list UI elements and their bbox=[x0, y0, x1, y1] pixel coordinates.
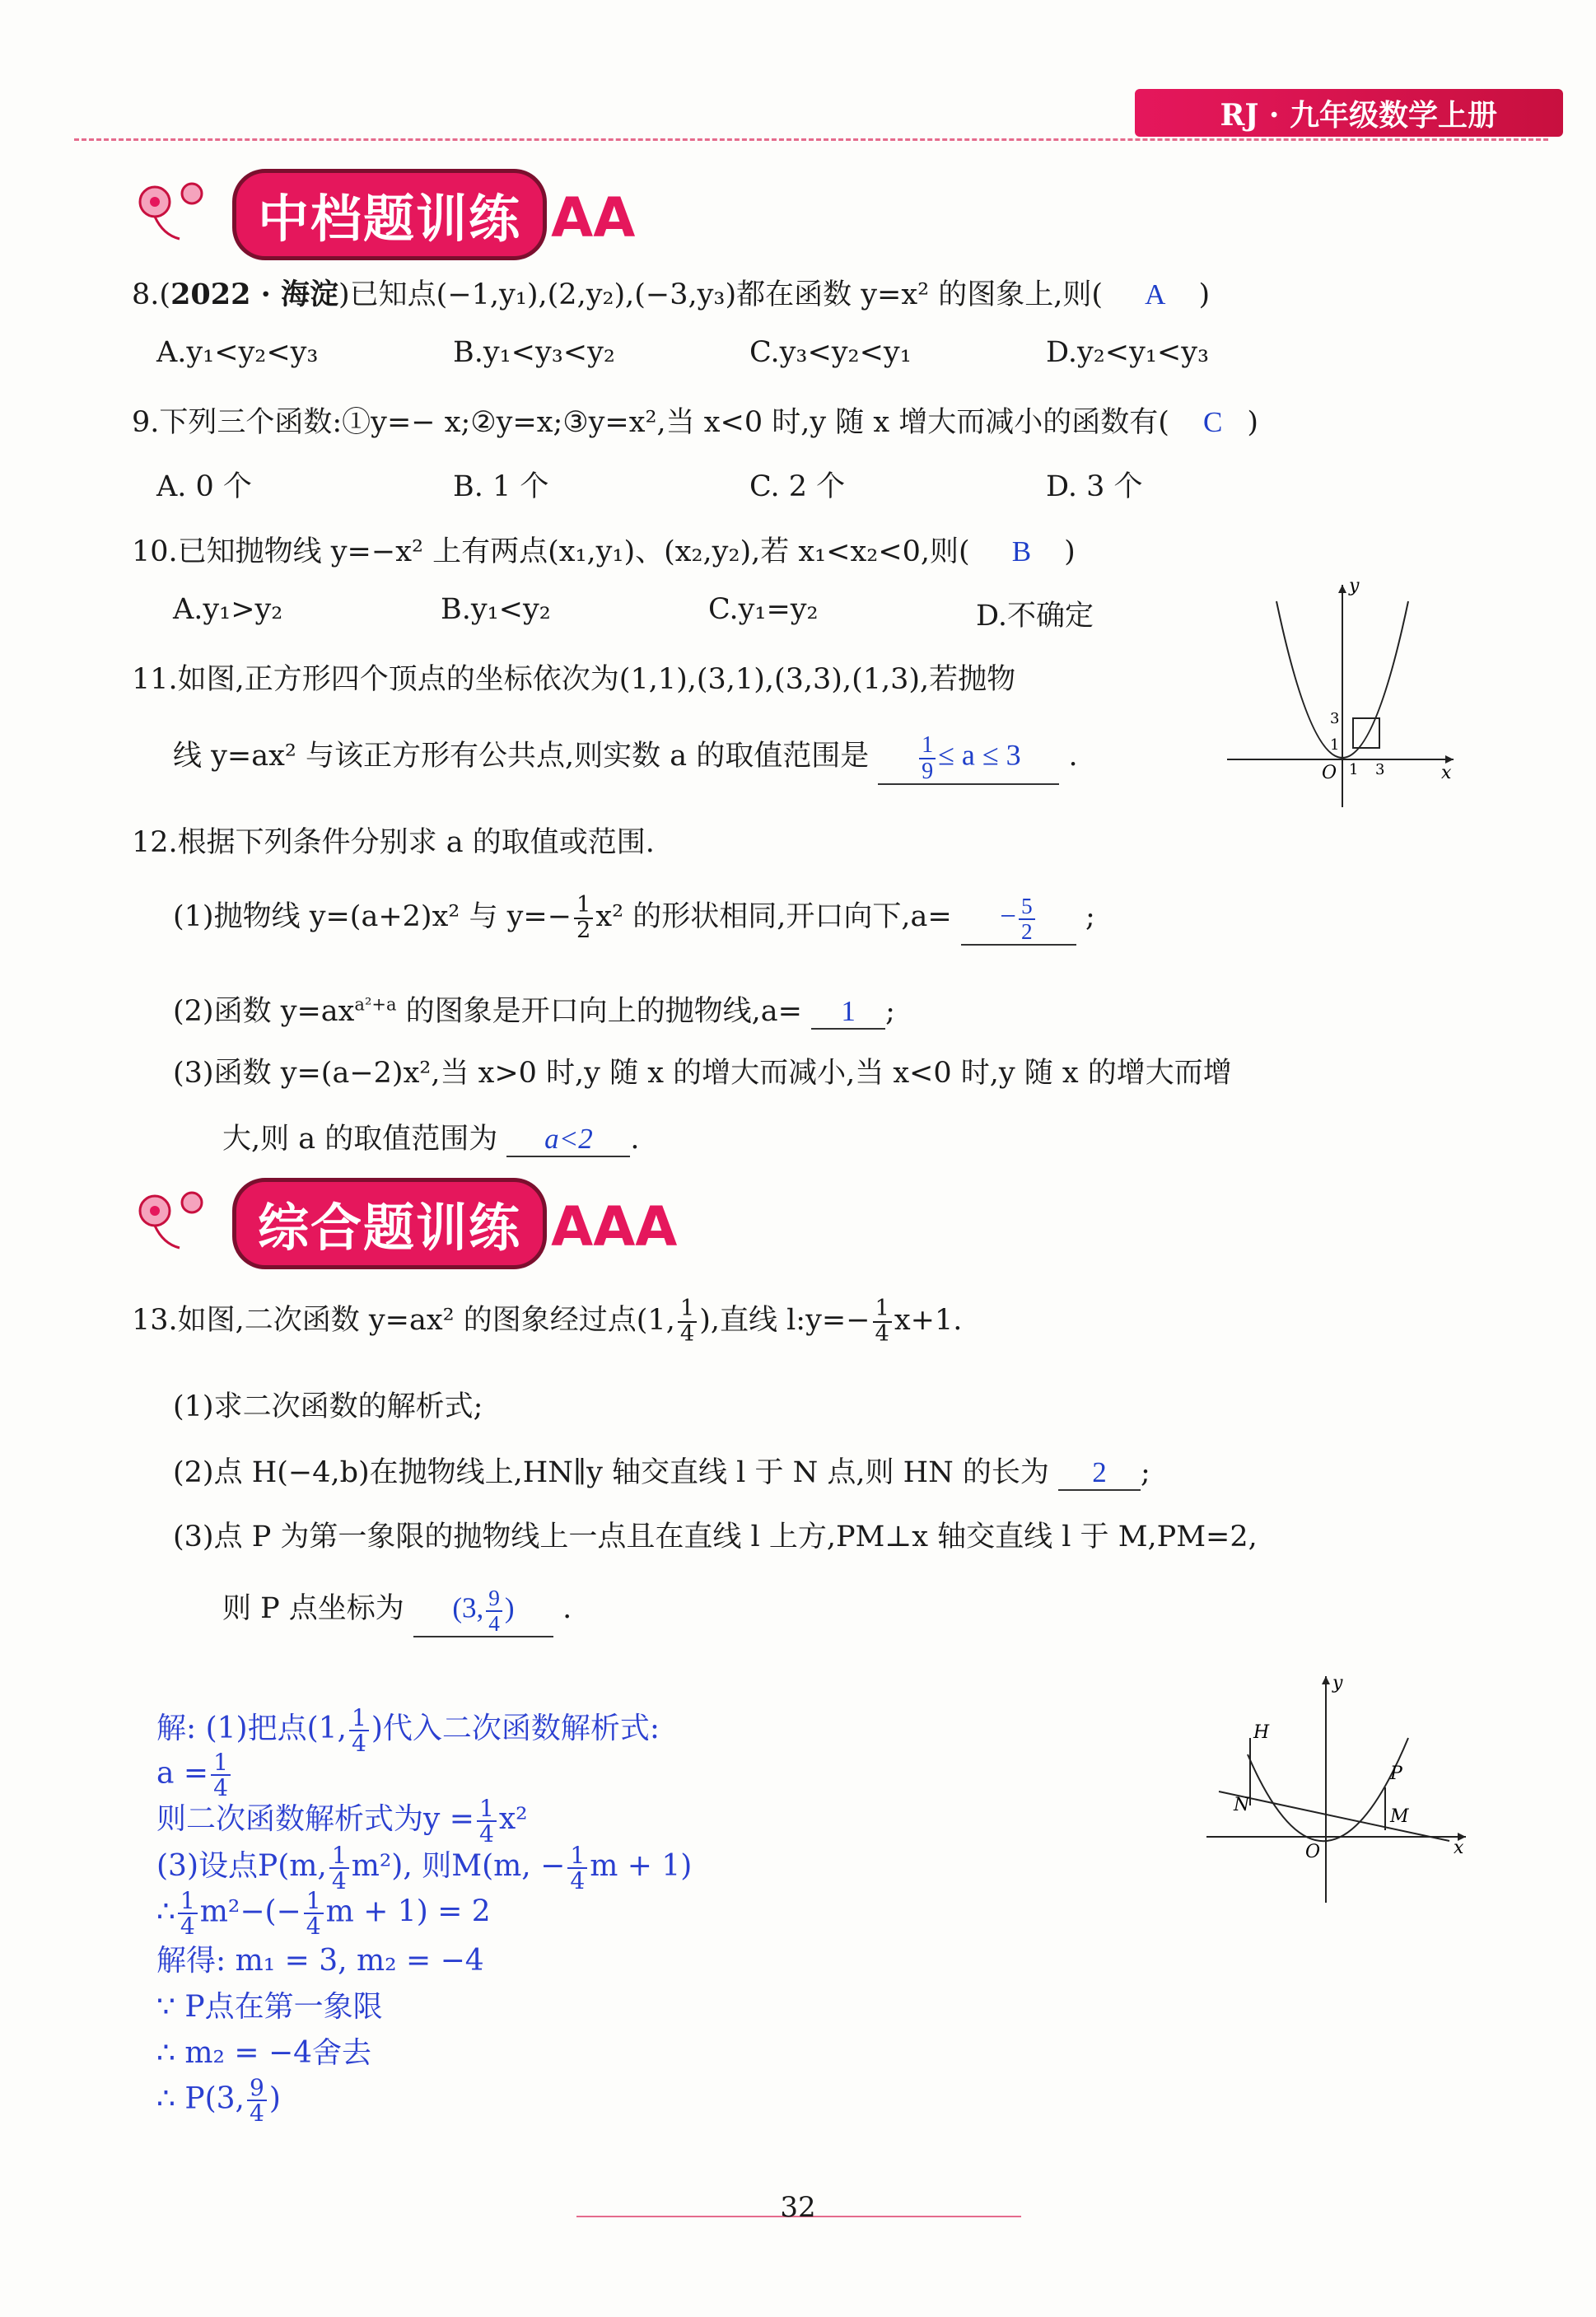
fig13-origin: O bbox=[1305, 1842, 1321, 1862]
answer-9: C bbox=[1203, 406, 1223, 438]
level-badge: AA bbox=[551, 186, 636, 250]
solution-line8: ∴ m₂ = −4舍去 bbox=[156, 2036, 372, 2070]
question-12-part2: (2)函数 $y=ax^{a^2+a}$ 的图象是开口向上的抛物线,a= 1 ; bbox=[173, 994, 895, 1028]
answer-12-2: 1 bbox=[811, 995, 885, 1030]
book-title: RJ · 九年级数学上册 bbox=[1220, 98, 1497, 133]
answer-12-3: a<2 bbox=[506, 1123, 630, 1157]
fig13-y-label: y bbox=[1332, 1673, 1343, 1693]
fig13-m: M bbox=[1390, 1806, 1409, 1827]
question-13-part3b: 则 P 点坐标为 (3, $\frac{9}{4}$ ) . bbox=[222, 1586, 572, 1636]
question-12: 12.根据下列条件分别求 a 的取值或范围. bbox=[132, 826, 655, 859]
question-12-part3b: 大,则 a 的取值范围为 a<2 . bbox=[222, 1123, 640, 1156]
fig11-x-label: x bbox=[1441, 763, 1452, 783]
answer-10: B bbox=[1011, 535, 1032, 568]
header-divider bbox=[74, 138, 1548, 141]
fig11-ytick-3: 3 bbox=[1330, 710, 1340, 727]
fig13-n: N bbox=[1234, 1795, 1250, 1815]
answer-8: A bbox=[1145, 278, 1166, 311]
question-13-part2: (2)点 H(−4,b)在抛物线上,HN∥y 轴交直线 l 于 N 点,则 HN 的长为 2 ; bbox=[173, 1456, 1150, 1489]
question-13-part1: (1)求二次函数的解析式; bbox=[173, 1390, 483, 1423]
solution-line1: 解: (1)把点(1, $\frac{1}{4}$ )代入二次函数解析式: bbox=[156, 1703, 660, 1757]
flower-icon bbox=[130, 169, 229, 246]
solution-line3: 则二次函数解析式为y = $\frac{1}{4}$ x² bbox=[156, 1794, 528, 1848]
flower-icon-2 bbox=[130, 1178, 229, 1255]
solution-line5: ∴ $\frac{1}{4}$ m²−(− $\frac{1}{4}$ m + 1) = 2 bbox=[156, 1887, 491, 1941]
question-13: 13.如图,二次函数 y=ax² 的图象经过点(1, $\frac{1}{4}$ ),直线 l:y=− $\frac{1}{4}$ x+1. bbox=[132, 1296, 963, 1347]
figure-13 bbox=[1202, 1664, 1482, 1911]
options-10: A.y₁>y₂ B.y₁<y₂ C.y₁=y₂ D.不确定 bbox=[173, 593, 1094, 633]
question-10: 10.已知抛物线 y=−x² 上有两点(x₁,y₁)、(x₂,y₂),若 x₁<x₂<0,则( B ) bbox=[132, 535, 1076, 568]
options-8: A.y₁<y₂<y₃ B.y₁<y₃<y₂ C.y₃<y₂<y₁ D.y₂<y₁<y₃ bbox=[156, 336, 1210, 369]
question-11-line1: 11.如图,正方形四个顶点的坐标依次为(1,1),(3,1),(3,3),(1,3),若抛物 bbox=[132, 663, 1016, 696]
answer-13-2: 2 bbox=[1058, 1456, 1141, 1491]
question-11-line2: 线 y=ax² 与该正方形有公共点,则实数 a 的取值范围是 $\frac{1}{9}$ ≤ a ≤ 3 . bbox=[173, 732, 1078, 784]
question-9: 9.下列三个函数:①y=− x;②y=x;③y=x²,当 x<0 时,y 随 x 增大而减小的函数有( C ) bbox=[132, 406, 1259, 439]
fig13-x-label: x bbox=[1454, 1838, 1464, 1858]
page-number: 32 bbox=[780, 2191, 816, 2224]
fig11-ytick-1: 1 bbox=[1330, 736, 1340, 754]
fig11-tick-3: 3 bbox=[1375, 761, 1385, 778]
figure-11 bbox=[1219, 577, 1466, 815]
solution-line2: a = $\frac{1}{4}$ bbox=[156, 1750, 233, 1801]
options-9: A. 0 个 B. 1 个 C. 2 个 D. 3 个 bbox=[156, 470, 1143, 503]
question-13-part3: (3)点 P 为第一象限的抛物线上一点且在直线 l 上方,PM⊥x 轴交直线 l 于 M,PM=2, bbox=[173, 1521, 1258, 1553]
solution-line7: ∵ P点在第一象限 bbox=[156, 1990, 383, 2024]
fig11-tick-1: 1 bbox=[1349, 761, 1359, 778]
question-12-part3a: (3)函数 y=(a−2)x²,当 x>0 时,y 随 x 的增大而减小,当 x<0 时,y 随 x 的增大而增 bbox=[173, 1057, 1232, 1090]
solution-line4: (3)设点P(m, $\frac{1}{4}$ m²), 则M(m, − $\frac{1}{4}$ m + 1) bbox=[156, 1841, 693, 1894]
solution-line6: 解得: m₁ = 3, m₂ = −4 bbox=[156, 1944, 484, 1978]
answer-11: $\frac{1}{9}$ ≤ a ≤ 3 bbox=[878, 733, 1059, 785]
section-title-comprehensive: 综合题训练 bbox=[232, 1178, 547, 1269]
question-12-part1: (1)抛物线 y=(a+2)x² 与 y=− $\frac{1}{2}$ x² 的形状相同,开口向下,a= − $\frac{5}{2}$ ; bbox=[173, 892, 1095, 945]
question-8: 8.(2022 · 海淀)已知点(−1,y₁),(2,y₂),(−3,y₃)都在函数 y=x² 的图象上,则( A ) bbox=[132, 278, 1211, 311]
fig11-origin: O bbox=[1322, 763, 1337, 783]
answer-12-1: − $\frac{5}{2}$ bbox=[961, 895, 1076, 945]
fig13-h: H bbox=[1253, 1722, 1270, 1743]
section-title-mid: 中档题训练 bbox=[232, 169, 547, 260]
level-badge-2: AAA bbox=[551, 1195, 678, 1259]
answer-13-3: (3, $\frac{9}{4}$ ) bbox=[413, 1586, 553, 1637]
solution-line9: ∴ P(3, $\frac{9}{4}$ ) bbox=[156, 2074, 281, 2128]
fig11-y-label: y bbox=[1349, 577, 1360, 596]
fig13-p: P bbox=[1390, 1763, 1402, 1784]
